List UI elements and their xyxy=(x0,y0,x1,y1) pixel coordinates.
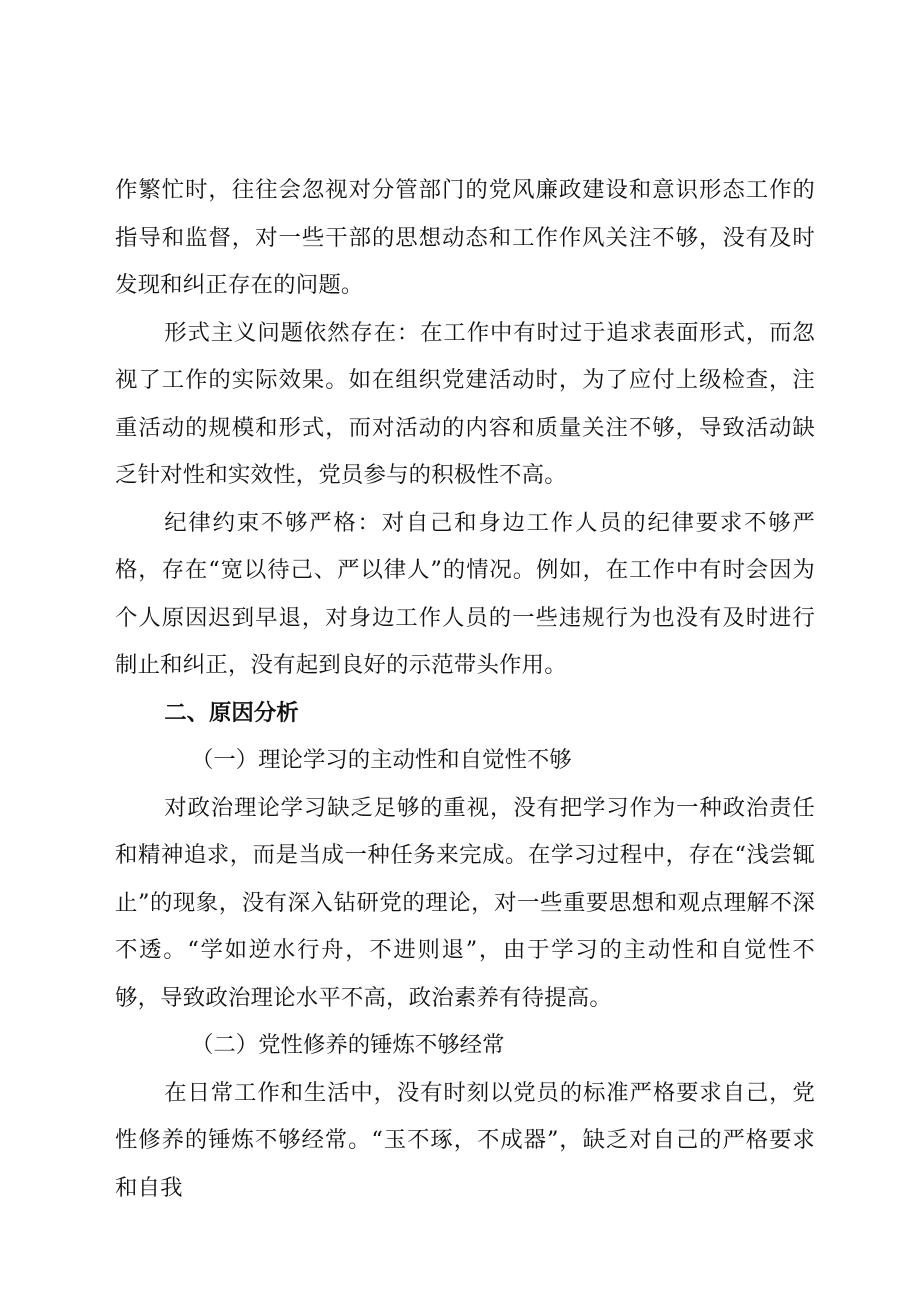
paragraph-continuation: 作繁忙时，往往会忽视对分管部门的党风廉政建设和意识形态工作的指导和监督，对一些干部的思想动态和工作作风关注不够，没有及时发现和纠正存在的问题。 xyxy=(115,177,815,298)
subsection-2-title: （二）党性修养的锤炼不够经常 xyxy=(191,1032,505,1058)
subsection-1-body: 对政治理论学习缺乏足够的重视，没有把学习作为一种政治责任和精神追求，而是当成一种任务来完成。在学习过程中，存在“浅尝辄止”的现象，没有深入钻研党的理论，对一些重要思想和观点理解不深不透。“学如逆水行舟，不进则退”，由于学习的主动性和自觉性不够，导致政治理论水平不高，政治素养有待提高。 xyxy=(115,794,815,1011)
subsection-1-title: （一）理论学习的主动性和自觉性不够 xyxy=(191,747,572,773)
subsection-2-body: 在日常工作和生活中，没有时刻以党员的标准严格要求自己，党性修养的锤炼不够经常。“玉不琢，不成器”，缺乏对自己的严格要求和自我 xyxy=(115,1079,815,1201)
section-heading: 二、原因分析 xyxy=(164,699,299,726)
paragraph-discipline: 纪律约束不够严格：对自己和身边工作人员的纪律要求不够严格，存在“宽以待己、严以律人”的情况。例如，在工作中有时会因为个人原因迟到早退，对身边工作人员的一些违规行为也没有及时进行制止和纠正，没有起到良好的示范带头作用。 xyxy=(115,509,815,678)
document-body xyxy=(115,167,815,1212)
paragraph-formalism: 形式主义问题依然存在：在工作中有时过于追求表面形式，而忽视了工作的实际效果。如在组织党建活动时，为了应付上级检查，注重活动的规模和形式，而对活动的内容和质量关注不够，导致活动缺乏针对性和实效性，党员参与的积极性不高。 xyxy=(115,319,815,488)
